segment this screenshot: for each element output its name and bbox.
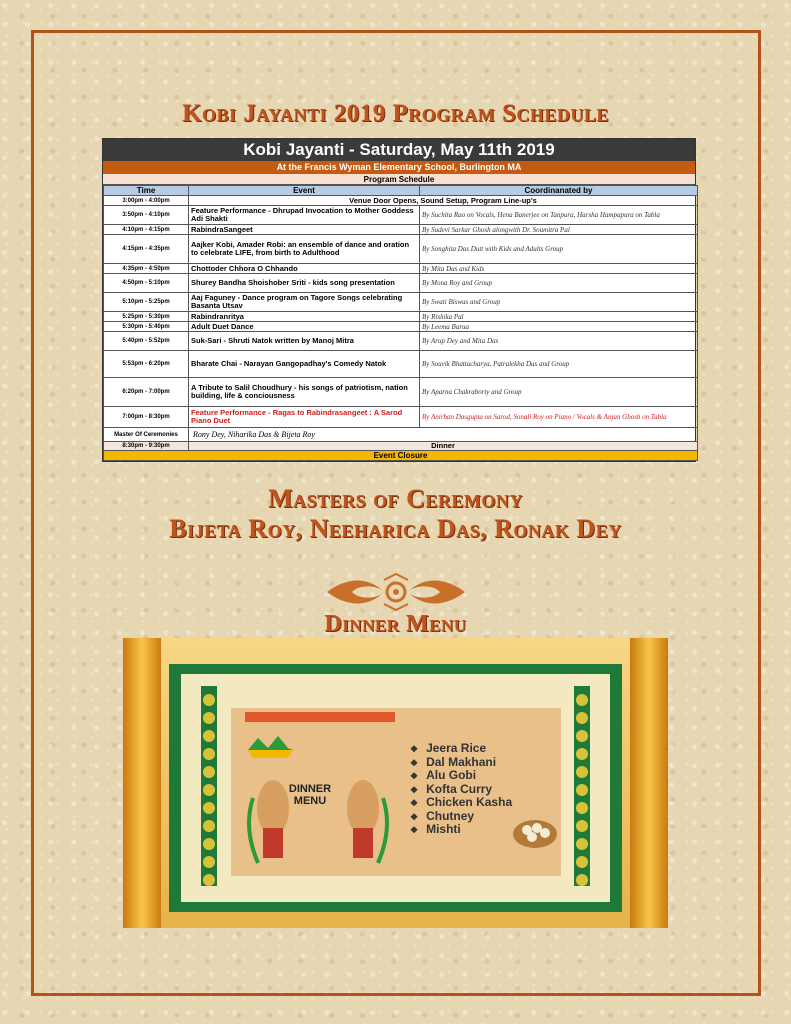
section-label: Program Schedule bbox=[103, 174, 695, 185]
table-row bbox=[104, 407, 698, 428]
menu-item-label: Jeera Rice bbox=[426, 741, 487, 755]
row-coordinator: By Rishika Pal bbox=[420, 312, 698, 322]
dinner-menu-scroll bbox=[123, 638, 668, 928]
row-time: 3:50pm - 4:10pm bbox=[104, 206, 189, 225]
row-coordinator: By Leema Barua bbox=[420, 322, 698, 332]
menu-item-label: Alu Gobi bbox=[426, 768, 477, 782]
table-row bbox=[104, 451, 698, 461]
row-coordinator: By Souvik Bhattacharya, Patralekha Das and Group bbox=[420, 351, 698, 378]
list-item bbox=[410, 756, 512, 770]
row-event: Dinner bbox=[189, 442, 698, 451]
list-item bbox=[410, 783, 512, 797]
row-event: Feature Performance - Dhrupad Invocation to Mother Goddess Adi Shakti bbox=[189, 206, 420, 225]
row-time: 4:10pm - 4:15pm bbox=[104, 225, 189, 235]
row-time: 5:25pm - 5:30pm bbox=[104, 312, 189, 322]
table-row bbox=[104, 378, 698, 407]
row-event: Bharate Chai - Narayan Gangopadhay's Comedy Natok bbox=[189, 351, 420, 378]
menu-list bbox=[410, 742, 512, 837]
row-event: Venue Door Opens, Sound Setup, Program Line-up's bbox=[189, 196, 698, 206]
list-item bbox=[410, 823, 512, 837]
table-row bbox=[104, 274, 698, 293]
list-item bbox=[410, 796, 512, 810]
diamond-bullet-icon: ❖ bbox=[410, 798, 419, 808]
table-row bbox=[104, 196, 698, 206]
list-item bbox=[410, 742, 512, 756]
table-row bbox=[104, 332, 698, 351]
page-title: Kobi Jayanti 2019 Program Schedule bbox=[182, 100, 609, 127]
menu-title: Dinner Menu bbox=[324, 611, 467, 637]
col-header-coordinator: Coordinanated by bbox=[420, 186, 698, 196]
row-time: 4:15pm - 4:35pm bbox=[104, 235, 189, 264]
row-coordinator: By Aparna Chakraborty and Group bbox=[420, 378, 698, 407]
row-event: Suk-Sari - Shruti Natok written by Manoj Mitra bbox=[189, 332, 420, 351]
diamond-bullet-icon: ❖ bbox=[410, 784, 419, 795]
table-row bbox=[104, 264, 698, 274]
diamond-bullet-icon: ❖ bbox=[410, 771, 419, 781]
table-row bbox=[104, 322, 698, 332]
menu-item-label: Kofta Curry bbox=[426, 781, 493, 796]
table-row bbox=[104, 351, 698, 378]
row-event: RabindraSangeet bbox=[189, 225, 420, 235]
venue-line: At the Francis Wyman Elementary School, Burlington MA bbox=[103, 161, 695, 174]
table-row bbox=[104, 442, 698, 451]
row-coordinator: By Swati Biswas and Group bbox=[420, 293, 698, 312]
table-row bbox=[104, 235, 698, 264]
row-time: 6:20pm - 7:00pm bbox=[104, 378, 189, 407]
col-header-time: Time bbox=[104, 186, 189, 196]
row-event: Chottoder Chhora O Chhando bbox=[189, 264, 420, 274]
row-time: 5:40pm - 5:52pm bbox=[104, 332, 189, 351]
list-item bbox=[410, 810, 512, 824]
menu-heading: DINNER MENU bbox=[288, 783, 332, 807]
row-event: Rabindranritya bbox=[189, 312, 420, 322]
schedule-table bbox=[102, 138, 696, 462]
diamond-bullet-icon: ❖ bbox=[410, 757, 419, 768]
row-event: Aaj Faguney - Dance program on Tagore Songs celebrating Basanta Utsav bbox=[189, 293, 420, 312]
row-event: A Tribute to Salil Choudhury - his songs of patriotism, nation building, life & conciousness bbox=[189, 378, 420, 407]
menu-item-label: Mishti bbox=[426, 822, 461, 836]
table-row bbox=[104, 293, 698, 312]
table-row bbox=[104, 312, 698, 322]
row-coordinator: By Songhita Das Dutt with Kids and Adults Group bbox=[420, 235, 698, 264]
schedule-banner: Kobi Jayanti - Saturday, May 11th 2019 bbox=[103, 139, 695, 161]
table-row bbox=[104, 428, 698, 442]
row-coordinator: By Sudevi Sarkar Ghosh alongwith Dr. Soumitra Pal bbox=[420, 225, 698, 235]
row-coordinator: By Anirban Dasgupta on Sarod, Sonali Roy on Piano / Vocals & Anjan Ghosh on Tabla bbox=[420, 407, 698, 428]
moc-names: Bijeta Roy, Neeharica Das, Ronak Dey bbox=[169, 514, 622, 543]
diamond-bullet-icon: ❖ bbox=[410, 744, 419, 754]
row-event: Feature Performance - Ragas to Rabindrasangeet : A Sarod Piano Duet bbox=[189, 407, 420, 428]
menu-item-label: Chutney bbox=[426, 808, 475, 823]
row-time: 7:00pm - 8:30pm bbox=[104, 407, 189, 428]
moc-title: Masters of Ceremony bbox=[268, 484, 523, 513]
row-event: Aajker Kobi, Amader Robi: an ensemble of dance and oration to celebrate LIFE, from birth to Adulthood bbox=[189, 235, 420, 264]
table-row bbox=[104, 225, 698, 235]
diamond-bullet-icon: ❖ bbox=[410, 811, 419, 822]
closure-label: Event Closure bbox=[104, 451, 698, 461]
row-time: 8:30pm - 9:30pm bbox=[104, 442, 189, 451]
row-coordinator: By Mona Roy and Group bbox=[420, 274, 698, 293]
menu-item-label: Dal Makhani bbox=[426, 754, 497, 769]
mc-names: Rony Dey, Niharika Das & Bijeta Roy bbox=[189, 428, 698, 442]
row-time: 4:50pm - 5:10pm bbox=[104, 274, 189, 293]
row-time: 5:53pm - 6:20pm bbox=[104, 351, 189, 378]
row-coordinator: By Arup Dey and Mita Das bbox=[420, 332, 698, 351]
row-time: 5:10pm - 5:25pm bbox=[104, 293, 189, 312]
col-header-event: Event bbox=[189, 186, 420, 196]
row-time: 5:30pm - 5:40pm bbox=[104, 322, 189, 332]
row-event: Adult Duet Dance bbox=[189, 322, 420, 332]
ornament-divider bbox=[322, 572, 470, 612]
row-time: Master Of Ceremonies bbox=[104, 428, 189, 442]
diamond-bullet-icon: ❖ bbox=[410, 825, 419, 835]
menu-item-label: Chicken Kasha bbox=[426, 795, 513, 809]
row-event: Shurey Bandha Shoishober Sriti - kids song presentation bbox=[189, 274, 420, 293]
row-time: 4:35pm - 4:50pm bbox=[104, 264, 189, 274]
table-row bbox=[104, 206, 698, 225]
list-item bbox=[410, 769, 512, 783]
row-coordinator: By Suchita Rao on Vocals, Hena Banerjee on Tanpura, Harsha Hampapura on Tabla bbox=[420, 206, 698, 225]
row-time: 3:00pm - 4:00pm bbox=[104, 196, 189, 206]
row-coordinator: By Mita Das and Kids bbox=[420, 264, 698, 274]
